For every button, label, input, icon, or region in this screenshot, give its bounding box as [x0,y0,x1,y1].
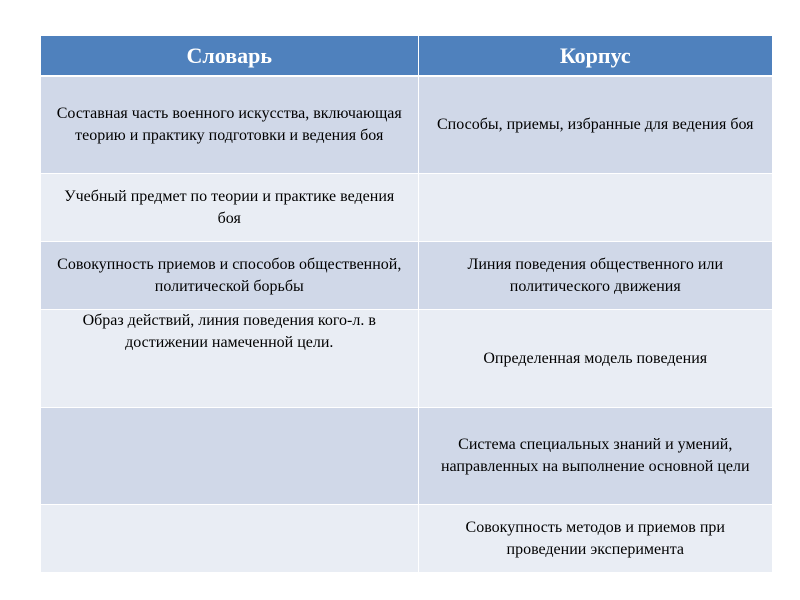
cell-corpus: Система специальных знаний и умений, направленных на выполнение основной цели [418,408,772,505]
table-row [41,505,772,573]
cell-dictionary: Совокупность приемов и способов общественной, политической борьбы [41,242,418,310]
cell-corpus: Линия поведения общественного или политического движения [418,242,772,310]
table-header-row [41,36,772,76]
header-dictionary: Словарь [41,36,418,76]
header-corpus: Корпус [418,36,772,76]
table-row [41,310,772,408]
table-row [41,408,772,505]
cell-corpus: Способы, приемы, избранные для ведения боя [418,76,772,174]
cell-dictionary [41,505,418,573]
cell-dictionary: Составная часть военного искусства, включающая теорию и практику подготовки и ведения боя [41,76,418,174]
table-row [41,242,772,310]
cell-corpus: Определенная модель поведения [418,310,772,408]
cell-dictionary [41,408,418,505]
cell-corpus [418,174,772,242]
cell-dictionary: Учебный предмет по теории и практике ведения боя [41,174,418,242]
comparison-table [41,36,772,572]
cell-dictionary: Образ действий, линия поведения кого-л. в достижении намеченной цели. [41,310,418,408]
table-row [41,76,772,174]
table-row [41,174,772,242]
cell-corpus: Совокупность методов и приемов при проведении эксперимента [418,505,772,573]
